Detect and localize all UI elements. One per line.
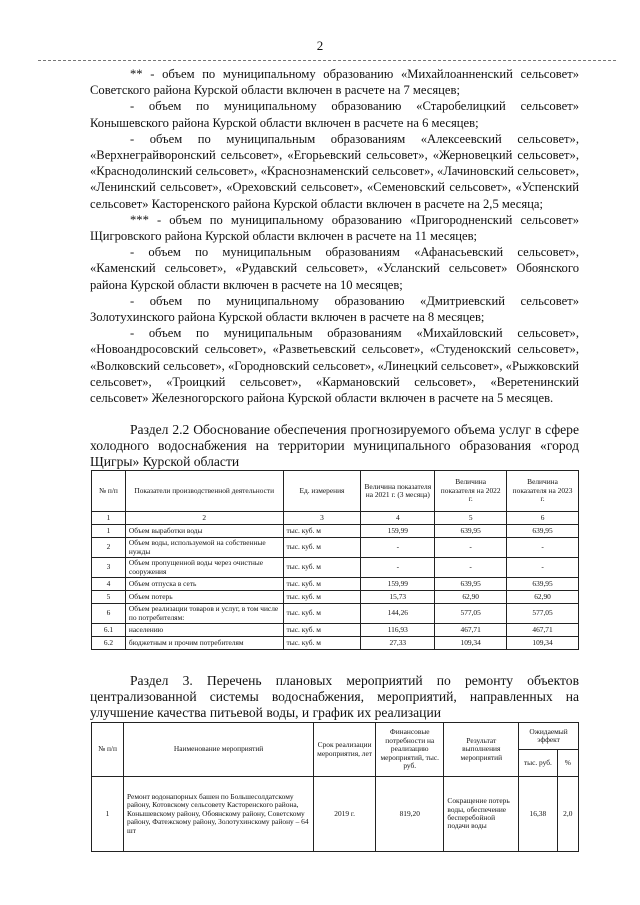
production-volume-table xyxy=(91,470,579,650)
table-cell: 4 xyxy=(92,578,126,591)
table-row xyxy=(92,624,579,637)
table-row xyxy=(92,525,579,538)
table-header-row xyxy=(92,723,579,750)
table-cell: 15,73 xyxy=(361,591,435,604)
table-cell: 62,90 xyxy=(435,591,507,604)
table-cell: 2 xyxy=(125,512,283,525)
table-cell: Ремонт водонапорных башен по Большесолдатскому району, Котовскому сельсовету Касторенского района, Конышевскому району, Обоянскому району, Советскому району, Фатежскому району, Золотухинскому району – 64 шт xyxy=(124,777,314,852)
table-cell: тыс. куб. м xyxy=(283,525,361,538)
table-cell: 2,0 xyxy=(557,777,578,852)
table-cell: 5 xyxy=(92,591,126,604)
table-cell: 577,05 xyxy=(507,604,579,624)
table-cell: Объем пропущенной воды через очистные сооружения xyxy=(125,558,283,578)
paragraph: - объем по муниципальным образованиям «Алексеевский сельсовет», «Верхнеграйворонский сельсовет», «Егорьевский сельсовет», «Жерновецкий сельсовет», «Краснодолинский сельсовет», «Краснознаменский сельсовет», «Лачиновский сельсовет», «Ленинский сельсовет», «Ореховский сельсовет», «Семеновский сельсовет», «Успенский сельсовет» Касторенского района Курской области включен в расчете на 2,5 месяца; xyxy=(90,131,579,211)
column-header: Показатели производственной деятельности xyxy=(125,471,283,512)
table-cell: Объем воды, используемой на собственные нужды xyxy=(125,538,283,558)
table-cell: тыс. куб. м xyxy=(283,591,361,604)
table-cell: 639,95 xyxy=(507,525,579,538)
section-3-heading: Раздел 3. Перечень плановых мероприятий по ремонту объектов централизованной системы водоснабжения, мероприятий, направленных на улучшение качества питьевой воды, и график их реализации xyxy=(90,673,579,720)
column-header: № п/п xyxy=(92,723,124,777)
table-cell: 27,33 xyxy=(361,637,435,650)
column-header: № п/п xyxy=(92,471,126,512)
table-cell: 6 xyxy=(92,604,126,624)
table-cell: 819,20 xyxy=(376,777,444,852)
table-cell: 577,05 xyxy=(435,604,507,624)
table-cell: 639,95 xyxy=(435,525,507,538)
table-row xyxy=(92,538,579,558)
table-row xyxy=(92,591,579,604)
table-cell: 467,71 xyxy=(435,624,507,637)
table-cell: 1 xyxy=(92,525,126,538)
column-header: Величина показателя на 2023 г. xyxy=(507,471,579,512)
paragraph: - объем по муниципальным образованиям «Афанасьевский сельсовет», «Каменский сельсовет», «Рудавский сельсовет», «Усланский сельсовет» Обоянского района Курской области включен в расчете на 10 месяцев; xyxy=(90,245,579,292)
column-header: Величина показателя на 2022 г. xyxy=(435,471,507,512)
footnotes-block xyxy=(90,66,579,406)
paragraph: *** - объем по муниципальному образованию «Пригородненский сельсовет» Щигровского района Курской области включен в расчете на 11 месяцев; xyxy=(90,212,579,244)
table-cell: 6.2 xyxy=(92,637,126,650)
table-cell: 1 xyxy=(92,777,124,852)
table-cell: 3 xyxy=(92,558,126,578)
table-cell: 144,26 xyxy=(361,604,435,624)
table-cell: тыс. куб. м xyxy=(283,637,361,650)
table-cell: 159,99 xyxy=(361,525,435,538)
column-header: Срок реализации мероприятия, лет xyxy=(314,723,376,777)
table-cell: - xyxy=(435,538,507,558)
paragraph: - объем по муниципальному образованию «Старобелицкий сельсовет» Конышевского района Курской области включен в расчете на 6 месяцев; xyxy=(90,99,579,130)
table-cell: 159,99 xyxy=(361,578,435,591)
table-cell: 6.1 xyxy=(92,624,126,637)
table-cell: 3 xyxy=(283,512,361,525)
table-cell: 639,95 xyxy=(507,578,579,591)
planned-measures-table xyxy=(91,722,579,852)
table-cell: 1 xyxy=(92,512,126,525)
table-cell: 109,34 xyxy=(507,637,579,650)
table-row xyxy=(92,777,579,852)
table-row xyxy=(92,578,579,591)
section-2-2-heading: Раздел 2.2 Обоснование обеспечения прогнозируемого объема услуг в сфере холодного водоснабжения на территории муниципального образования «город Щигры» Курской области xyxy=(90,422,579,469)
column-header: % xyxy=(557,750,578,777)
column-header: тыс. руб. xyxy=(519,750,557,777)
table-cell: 467,71 xyxy=(507,624,579,637)
table-cell: 116,93 xyxy=(361,624,435,637)
table-cell: 2019 г. xyxy=(314,777,376,852)
table-cell: - xyxy=(361,538,435,558)
table-cell: - xyxy=(507,558,579,578)
table-cell: населению xyxy=(125,624,283,637)
column-header: Ожидаемый эффект xyxy=(519,723,579,750)
table-header-row xyxy=(92,471,579,512)
table-cell: Объем выработки воды xyxy=(125,525,283,538)
table-cell: - xyxy=(435,558,507,578)
table-row xyxy=(92,604,579,624)
table-cell: тыс. куб. м xyxy=(283,558,361,578)
table-cell: 62,90 xyxy=(507,591,579,604)
table-cell: 16,38 xyxy=(519,777,557,852)
table-cell: тыс. куб. м xyxy=(283,578,361,591)
header-divider xyxy=(38,60,616,61)
table-cell: Объем реализации товаров и услуг, в том числе по потребителям: xyxy=(125,604,283,624)
table-cell: тыс. куб. м xyxy=(283,624,361,637)
column-header: Ед. измерения xyxy=(283,471,361,512)
table-cell: 4 xyxy=(361,512,435,525)
paragraph: ** - объем по муниципальному образованию «Михайлоанненский сельсовет» Советского района Курской области включен в расчете на 7 месяцев; xyxy=(90,67,579,98)
table-cell: тыс. куб. м xyxy=(283,604,361,624)
table-cell: тыс. куб. м xyxy=(283,538,361,558)
table-row xyxy=(92,558,579,578)
paragraph: - объем по муниципальным образованиям «Михайловский сельсовет», «Новоандросовский сельсовет», «Разветьевский сельсовет», «Студенокский сельсовет», «Волковский сельсовет», «Городновский сельсовет», «Линецкий сельсовет», «Рыжковский сельсовет», «Троицкий сельсовет», «Кармановский сельсовет», «Веретенинский сельсовет» Железногорского района Курской области включен в расчете на 5 месяцев. xyxy=(90,326,579,406)
table-cell: 2 xyxy=(92,538,126,558)
column-header: Финансовые потребности на реализацию мероприятий, тыс. руб. xyxy=(376,723,444,777)
column-header: Величина показателя на 2021 г. (3 месяца) xyxy=(361,471,435,512)
table-cell: Сокращение потерь воды, обеспечение бесперебойной подачи воды xyxy=(444,777,519,852)
table-row xyxy=(92,637,579,650)
table-cell: 5 xyxy=(435,512,507,525)
table-index-row xyxy=(92,512,579,525)
table-cell: - xyxy=(507,538,579,558)
table-cell: - xyxy=(361,558,435,578)
paragraph: - объем по муниципальному образованию «Дмитриевский сельсовет» Золотухинского района Курской области включен в расчете на 8 месяцев; xyxy=(90,293,579,325)
table-cell: Объем отпуска в сеть xyxy=(125,578,283,591)
table-cell: 6 xyxy=(507,512,579,525)
column-header: Наименование мероприятий xyxy=(124,723,314,777)
table-cell: бюджетным и прочим потребителям xyxy=(125,637,283,650)
table-cell: 109,34 xyxy=(435,637,507,650)
table-cell: Объем потерь xyxy=(125,591,283,604)
page-number: 2 xyxy=(316,38,324,53)
column-header: Результат выполнения мероприятий xyxy=(444,723,519,777)
table-cell: 639,95 xyxy=(435,578,507,591)
